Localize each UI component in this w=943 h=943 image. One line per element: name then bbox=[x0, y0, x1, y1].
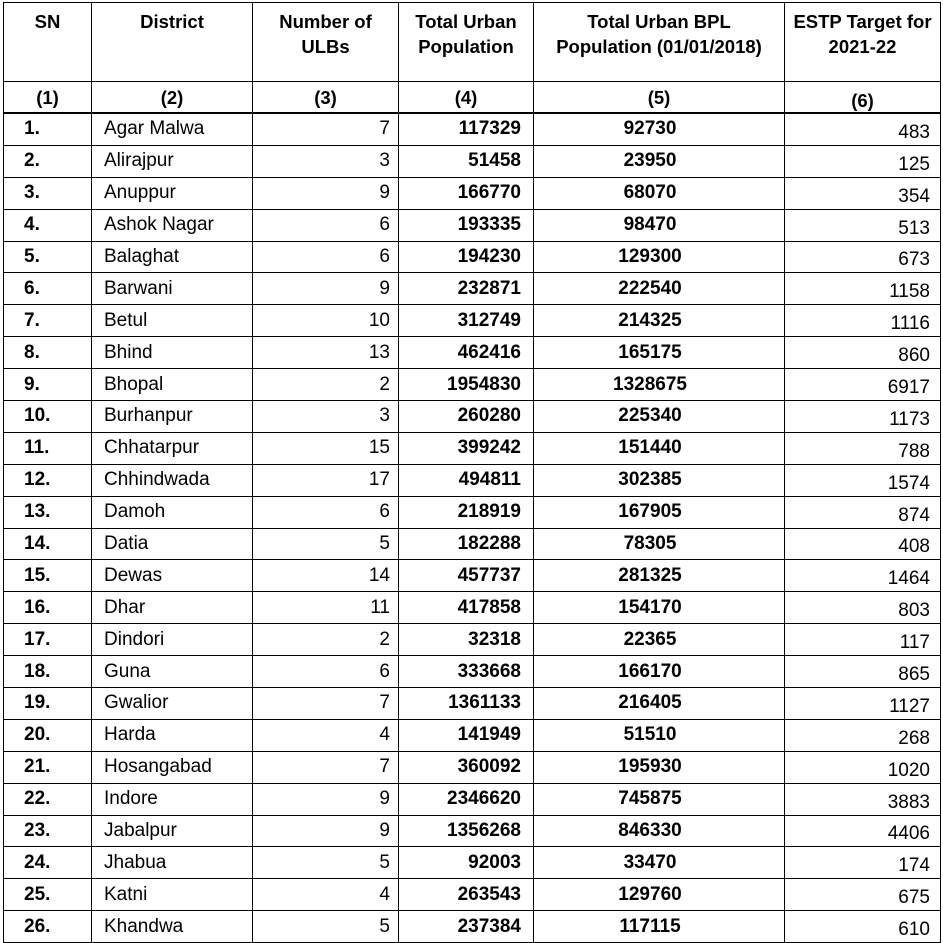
cell-district: Jhabua bbox=[92, 847, 253, 879]
table-row bbox=[4, 496, 941, 528]
cell-sn: 17. bbox=[4, 624, 92, 656]
cell-district: Betul bbox=[92, 305, 253, 337]
table-row bbox=[4, 751, 941, 783]
cell-estp-target: 1464 bbox=[785, 560, 941, 592]
cell-ulbs: 2 bbox=[253, 369, 399, 401]
table-row bbox=[4, 337, 941, 369]
cell-urban-population: 232871 bbox=[399, 273, 534, 305]
cell-bpl-population: 167905 bbox=[534, 496, 785, 528]
cell-urban-population: 494811 bbox=[399, 464, 534, 496]
table-row bbox=[4, 369, 941, 401]
cell-bpl-population: 302385 bbox=[534, 464, 785, 496]
table-row bbox=[4, 113, 941, 145]
cell-bpl-population: 165175 bbox=[534, 337, 785, 369]
cell-ulbs: 7 bbox=[253, 688, 399, 720]
cell-sn: 25. bbox=[4, 879, 92, 911]
table-row bbox=[4, 209, 941, 241]
colnum-6: (6) bbox=[785, 82, 941, 114]
cell-ulbs: 9 bbox=[253, 177, 399, 209]
cell-bpl-population: 33470 bbox=[534, 847, 785, 879]
colnum-5: (5) bbox=[534, 82, 785, 114]
cell-ulbs: 3 bbox=[253, 145, 399, 177]
cell-district: Alirajpur bbox=[92, 145, 253, 177]
cell-ulbs: 7 bbox=[253, 751, 399, 783]
cell-ulbs: 6 bbox=[253, 241, 399, 273]
cell-estp-target: 1116 bbox=[785, 305, 941, 337]
table-row bbox=[4, 145, 941, 177]
table-row bbox=[4, 432, 941, 464]
cell-sn: 20. bbox=[4, 719, 92, 751]
cell-estp-target: 483 bbox=[785, 113, 941, 145]
cell-bpl-population: 216405 bbox=[534, 688, 785, 720]
cell-ulbs: 13 bbox=[253, 337, 399, 369]
cell-bpl-population: 222540 bbox=[534, 273, 785, 305]
cell-ulbs: 5 bbox=[253, 911, 399, 943]
cell-sn: 9. bbox=[4, 369, 92, 401]
cell-sn: 24. bbox=[4, 847, 92, 879]
cell-district: Chhindwada bbox=[92, 464, 253, 496]
cell-ulbs: 7 bbox=[253, 113, 399, 145]
cell-sn: 3. bbox=[4, 177, 92, 209]
cell-district: Burhanpur bbox=[92, 401, 253, 433]
cell-urban-population: 166770 bbox=[399, 177, 534, 209]
cell-bpl-population: 214325 bbox=[534, 305, 785, 337]
cell-district: Jabalpur bbox=[92, 815, 253, 847]
table-row bbox=[4, 177, 941, 209]
cell-sn: 10. bbox=[4, 401, 92, 433]
cell-estp-target: 125 bbox=[785, 145, 941, 177]
cell-bpl-population: 23950 bbox=[534, 145, 785, 177]
cell-bpl-population: 166170 bbox=[534, 656, 785, 688]
cell-estp-target: 788 bbox=[785, 432, 941, 464]
cell-urban-population: 1361133 bbox=[399, 688, 534, 720]
cell-urban-population: 1356268 bbox=[399, 815, 534, 847]
colnum-3: (3) bbox=[253, 82, 399, 114]
table-row bbox=[4, 688, 941, 720]
cell-ulbs: 4 bbox=[253, 879, 399, 911]
cell-ulbs: 11 bbox=[253, 592, 399, 624]
cell-estp-target: 354 bbox=[785, 177, 941, 209]
cell-sn: 18. bbox=[4, 656, 92, 688]
cell-sn: 15. bbox=[4, 560, 92, 592]
cell-bpl-population: 129300 bbox=[534, 241, 785, 273]
cell-ulbs: 9 bbox=[253, 783, 399, 815]
cell-urban-population: 2346620 bbox=[399, 783, 534, 815]
cell-district: Bhind bbox=[92, 337, 253, 369]
cell-urban-population: 194230 bbox=[399, 241, 534, 273]
table-row bbox=[4, 624, 941, 656]
cell-district: Gwalior bbox=[92, 688, 253, 720]
cell-estp-target: 803 bbox=[785, 592, 941, 624]
cell-sn: 6. bbox=[4, 273, 92, 305]
cell-bpl-population: 51510 bbox=[534, 719, 785, 751]
cell-sn: 11. bbox=[4, 432, 92, 464]
cell-bpl-population: 195930 bbox=[534, 751, 785, 783]
cell-urban-population: 457737 bbox=[399, 560, 534, 592]
cell-estp-target: 4406 bbox=[785, 815, 941, 847]
cell-ulbs: 5 bbox=[253, 847, 399, 879]
cell-sn: 2. bbox=[4, 145, 92, 177]
cell-district: Dhar bbox=[92, 592, 253, 624]
cell-district: Indore bbox=[92, 783, 253, 815]
cell-estp-target: 3883 bbox=[785, 783, 941, 815]
cell-district: Guna bbox=[92, 656, 253, 688]
cell-estp-target: 865 bbox=[785, 656, 941, 688]
cell-district: Hosangabad bbox=[92, 751, 253, 783]
table-row bbox=[4, 592, 941, 624]
table-row bbox=[4, 719, 941, 751]
cell-bpl-population: 68070 bbox=[534, 177, 785, 209]
colnum-1: (1) bbox=[4, 82, 92, 114]
cell-sn: 14. bbox=[4, 528, 92, 560]
cell-sn: 8. bbox=[4, 337, 92, 369]
cell-ulbs: 2 bbox=[253, 624, 399, 656]
cell-district: Katni bbox=[92, 879, 253, 911]
cell-sn: 4. bbox=[4, 209, 92, 241]
cell-urban-population: 32318 bbox=[399, 624, 534, 656]
header-district: District bbox=[92, 3, 253, 82]
header-estp-target: ESTP Target for 2021-22 bbox=[785, 3, 941, 82]
cell-bpl-population: 92730 bbox=[534, 113, 785, 145]
table-row bbox=[4, 401, 941, 433]
cell-estp-target: 860 bbox=[785, 337, 941, 369]
table-row bbox=[4, 273, 941, 305]
table-row bbox=[4, 241, 941, 273]
cell-urban-population: 1954830 bbox=[399, 369, 534, 401]
cell-district: Agar Malwa bbox=[92, 113, 253, 145]
cell-urban-population: 260280 bbox=[399, 401, 534, 433]
cell-ulbs: 6 bbox=[253, 656, 399, 688]
header-urban-population: Total Urban Population bbox=[399, 3, 534, 82]
cell-district: Chhatarpur bbox=[92, 432, 253, 464]
cell-district: Dewas bbox=[92, 560, 253, 592]
table-row bbox=[4, 783, 941, 815]
cell-bpl-population: 151440 bbox=[534, 432, 785, 464]
cell-estp-target: 513 bbox=[785, 209, 941, 241]
table-row bbox=[4, 528, 941, 560]
cell-district: Anuppur bbox=[92, 177, 253, 209]
cell-bpl-population: 154170 bbox=[534, 592, 785, 624]
cell-estp-target: 268 bbox=[785, 719, 941, 751]
cell-urban-population: 141949 bbox=[399, 719, 534, 751]
table-body bbox=[4, 113, 941, 943]
cell-estp-target: 1574 bbox=[785, 464, 941, 496]
cell-bpl-population: 846330 bbox=[534, 815, 785, 847]
table-row bbox=[4, 815, 941, 847]
table-row bbox=[4, 560, 941, 592]
cell-sn: 7. bbox=[4, 305, 92, 337]
cell-urban-population: 193335 bbox=[399, 209, 534, 241]
cell-estp-target: 117 bbox=[785, 624, 941, 656]
cell-estp-target: 673 bbox=[785, 241, 941, 273]
cell-urban-population: 218919 bbox=[399, 496, 534, 528]
cell-estp-target: 1020 bbox=[785, 751, 941, 783]
cell-sn: 13. bbox=[4, 496, 92, 528]
cell-district: Khandwa bbox=[92, 911, 253, 943]
cell-district: Bhopal bbox=[92, 369, 253, 401]
cell-bpl-population: 98470 bbox=[534, 209, 785, 241]
header-bpl-population: Total Urban BPL Population (01/01/2018) bbox=[534, 3, 785, 82]
cell-district: Balaghat bbox=[92, 241, 253, 273]
cell-bpl-population: 78305 bbox=[534, 528, 785, 560]
cell-estp-target: 675 bbox=[785, 879, 941, 911]
cell-district: Harda bbox=[92, 719, 253, 751]
cell-ulbs: 6 bbox=[253, 209, 399, 241]
cell-urban-population: 333668 bbox=[399, 656, 534, 688]
cell-ulbs: 6 bbox=[253, 496, 399, 528]
cell-bpl-population: 281325 bbox=[534, 560, 785, 592]
cell-ulbs: 4 bbox=[253, 719, 399, 751]
cell-urban-population: 462416 bbox=[399, 337, 534, 369]
header-row bbox=[4, 3, 941, 82]
cell-sn: 5. bbox=[4, 241, 92, 273]
cell-sn: 22. bbox=[4, 783, 92, 815]
table-row bbox=[4, 305, 941, 337]
cell-estp-target: 6917 bbox=[785, 369, 941, 401]
cell-urban-population: 237384 bbox=[399, 911, 534, 943]
cell-district: Barwani bbox=[92, 273, 253, 305]
cell-urban-population: 360092 bbox=[399, 751, 534, 783]
cell-urban-population: 92003 bbox=[399, 847, 534, 879]
cell-ulbs: 10 bbox=[253, 305, 399, 337]
cell-sn: 16. bbox=[4, 592, 92, 624]
cell-bpl-population: 745875 bbox=[534, 783, 785, 815]
cell-urban-population: 182288 bbox=[399, 528, 534, 560]
cell-district: Dindori bbox=[92, 624, 253, 656]
cell-ulbs: 5 bbox=[253, 528, 399, 560]
table-row bbox=[4, 847, 941, 879]
table-row bbox=[4, 464, 941, 496]
colnum-4: (4) bbox=[399, 82, 534, 114]
header-sn: SN bbox=[4, 3, 92, 82]
cell-bpl-population: 129760 bbox=[534, 879, 785, 911]
cell-urban-population: 312749 bbox=[399, 305, 534, 337]
cell-sn: 26. bbox=[4, 911, 92, 943]
district-estp-table bbox=[3, 2, 941, 943]
cell-sn: 19. bbox=[4, 688, 92, 720]
colnum-2: (2) bbox=[92, 82, 253, 114]
cell-estp-target: 610 bbox=[785, 911, 941, 943]
cell-urban-population: 51458 bbox=[399, 145, 534, 177]
table-row bbox=[4, 879, 941, 911]
cell-estp-target: 1173 bbox=[785, 401, 941, 433]
cell-urban-population: 117329 bbox=[399, 113, 534, 145]
cell-bpl-population: 117115 bbox=[534, 911, 785, 943]
cell-district: Datia bbox=[92, 528, 253, 560]
cell-urban-population: 417858 bbox=[399, 592, 534, 624]
column-number-row bbox=[4, 82, 941, 114]
cell-bpl-population: 225340 bbox=[534, 401, 785, 433]
cell-urban-population: 399242 bbox=[399, 432, 534, 464]
cell-district: Damoh bbox=[92, 496, 253, 528]
table-row bbox=[4, 656, 941, 688]
cell-ulbs: 14 bbox=[253, 560, 399, 592]
table-row bbox=[4, 911, 941, 943]
cell-bpl-population: 1328675 bbox=[534, 369, 785, 401]
cell-estp-target: 1158 bbox=[785, 273, 941, 305]
cell-ulbs: 9 bbox=[253, 815, 399, 847]
cell-ulbs: 17 bbox=[253, 464, 399, 496]
cell-estp-target: 874 bbox=[785, 496, 941, 528]
cell-estp-target: 174 bbox=[785, 847, 941, 879]
cell-ulbs: 3 bbox=[253, 401, 399, 433]
cell-sn: 21. bbox=[4, 751, 92, 783]
cell-sn: 23. bbox=[4, 815, 92, 847]
cell-district: Ashok Nagar bbox=[92, 209, 253, 241]
cell-estp-target: 1127 bbox=[785, 688, 941, 720]
header-ulbs: Number of ULBs bbox=[253, 3, 399, 82]
cell-sn: 12. bbox=[4, 464, 92, 496]
cell-sn: 1. bbox=[4, 113, 92, 145]
cell-bpl-population: 22365 bbox=[534, 624, 785, 656]
cell-ulbs: 15 bbox=[253, 432, 399, 464]
cell-estp-target: 408 bbox=[785, 528, 941, 560]
cell-urban-population: 263543 bbox=[399, 879, 534, 911]
cell-ulbs: 9 bbox=[253, 273, 399, 305]
